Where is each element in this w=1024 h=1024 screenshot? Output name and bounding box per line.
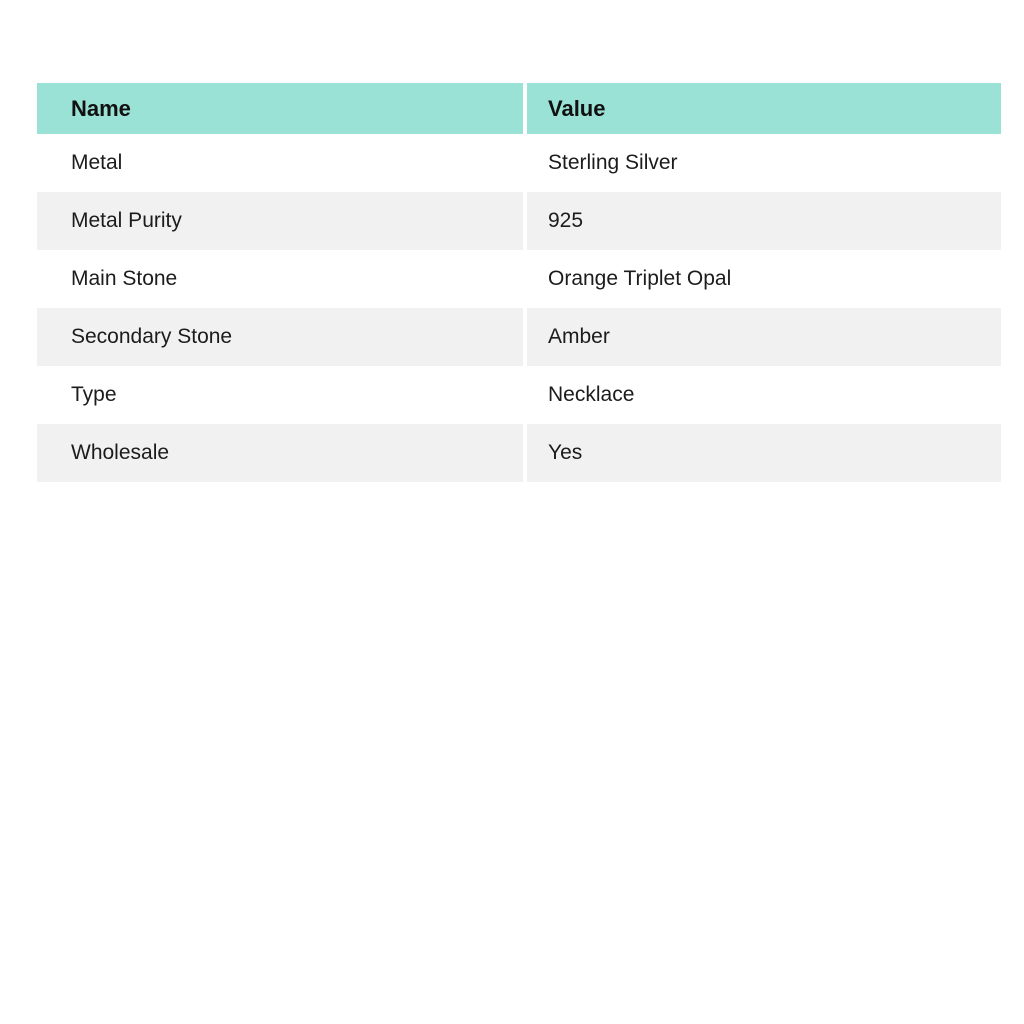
column-header-value: Value <box>527 83 1001 134</box>
table-row <box>37 366 1001 424</box>
attribute-name-cell: Metal Purity <box>37 192 523 250</box>
column-header-name: Name <box>37 83 523 134</box>
attribute-value-cell: 925 <box>527 192 1001 250</box>
table-row <box>37 192 1001 250</box>
attribute-value-cell: Amber <box>527 308 1001 366</box>
attributes-table <box>37 83 1001 482</box>
attribute-name-cell: Secondary Stone <box>37 308 523 366</box>
table-row <box>37 134 1001 192</box>
table-header-row <box>37 83 1001 134</box>
attribute-value-cell: Yes <box>527 424 1001 482</box>
table-row <box>37 308 1001 366</box>
table-body <box>37 134 1001 482</box>
attribute-name-cell: Metal <box>37 134 523 192</box>
attribute-name-cell: Main Stone <box>37 250 523 308</box>
attribute-name-cell: Wholesale <box>37 424 523 482</box>
attribute-value-cell: Orange Triplet Opal <box>527 250 1001 308</box>
table-row <box>37 424 1001 482</box>
attribute-name-cell: Type <box>37 366 523 424</box>
attribute-value-cell: Necklace <box>527 366 1001 424</box>
attribute-value-cell: Sterling Silver <box>527 134 1001 192</box>
table-row <box>37 250 1001 308</box>
